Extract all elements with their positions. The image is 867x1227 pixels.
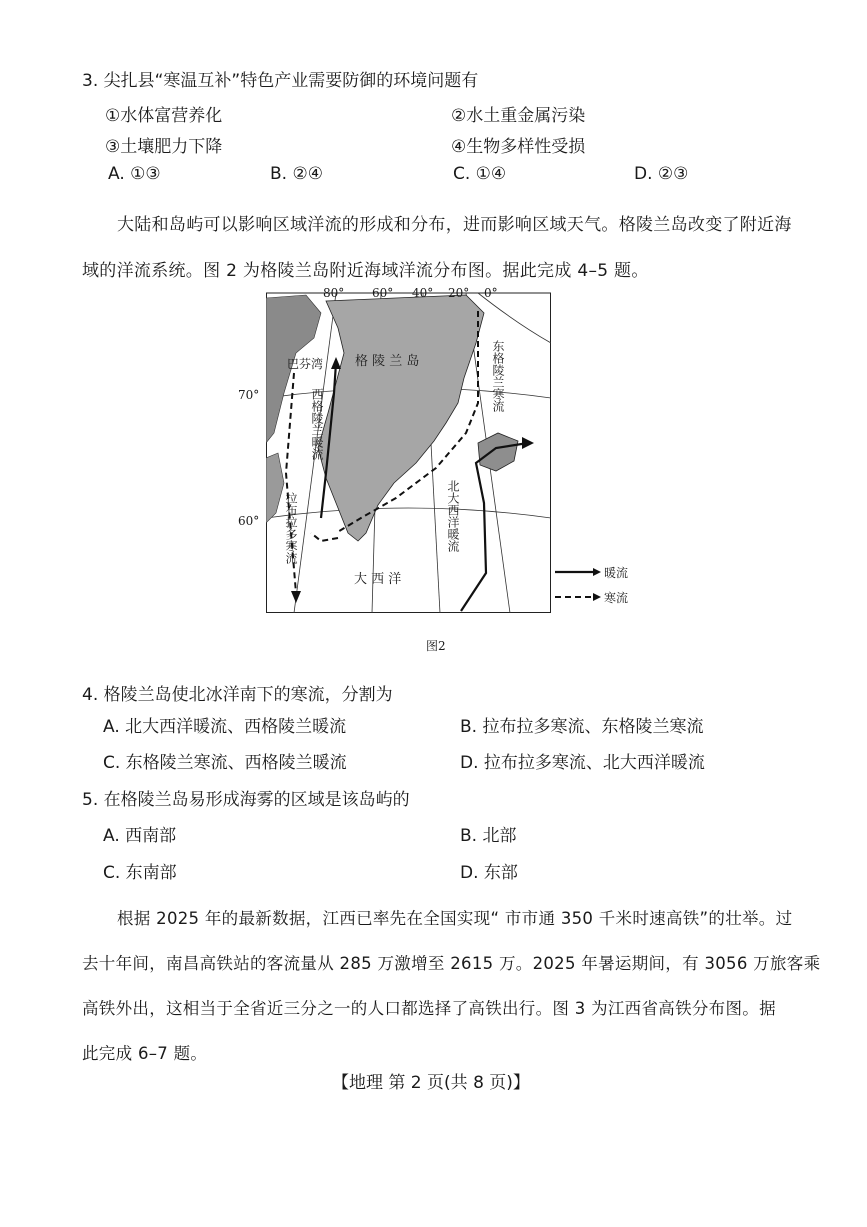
lon-label-40: 40° [412, 286, 434, 300]
q3-item-3: ③土壤肥力下降 [105, 137, 223, 157]
q5-option-a: A. 西南部 [103, 826, 177, 846]
intro2-line2: 去十年间，南昌高铁站的客流量从 285 万激增至 2615 万。2025 年暑运期间，有 3056 万旅客乘 [82, 954, 821, 973]
intro1-line2: 域的洋流系统。图 2 为格陵兰岛附近海域洋流分布图。据此完成 4–5 题。 [82, 261, 649, 281]
q3-stem: 3. 尖扎县“寒温互补”特色产业需要防御的环境问题有 [82, 71, 479, 91]
lon-label-80: 80° [323, 286, 345, 300]
page-footer: 【地理 第 2 页(共 8 页)】 [332, 1073, 530, 1093]
intro2-line1: 根据 2025 年的最新数据，江西已率先在全国实现“ 市市通 350 千米时速高铁”的壮举。过 [117, 909, 793, 928]
q3-item-1: ①水体富营养化 [105, 106, 223, 126]
greenland-current-map [266, 283, 551, 613]
q4-option-d: D. 拉布拉多寒流、北大西洋暖流 [460, 753, 705, 773]
q3-option-c: C. ①④ [453, 164, 507, 184]
west-greenland-current-label: 西格陵兰暖流 [310, 388, 324, 460]
q3-option-d: D. ②③ [634, 164, 689, 184]
figure2-caption: 图2 [426, 639, 446, 653]
q4-option-c: C. 东格陵兰寒流、西格陵兰暖流 [103, 753, 347, 773]
intro1-line1: 大陆和岛屿可以影响区域洋流的形成和分布，进而影响区域天气。格陵兰岛改变了附近海 [117, 215, 792, 235]
lon-label-60: 60° [372, 286, 394, 300]
q5-option-c: C. 东南部 [103, 863, 177, 883]
atlantic-label: 大 西 洋 [354, 572, 402, 587]
lat-label-70: 70° [238, 388, 260, 402]
labrador-current-label: 拉布拉多寒流 [284, 492, 298, 564]
q5-option-b: B. 北部 [460, 826, 517, 846]
q3-option-b: B. ②④ [270, 164, 323, 184]
map-legend-symbols [555, 564, 605, 604]
intro2-line4: 此完成 6–7 题。 [82, 1044, 208, 1063]
baffin-bay-label: 巴芬湾 [287, 357, 324, 371]
lat-label-60: 60° [238, 514, 260, 528]
q5-option-d: D. 东部 [460, 863, 518, 883]
q3-item-2: ②水土重金属污染 [451, 106, 586, 126]
q4-stem: 4. 格陵兰岛使北冰洋南下的寒流，分割为 [82, 685, 393, 705]
q3-item-4: ④生物多样性受损 [451, 137, 586, 157]
q5-stem: 5. 在格陵兰岛易形成海雾的区域是该岛屿的 [82, 790, 410, 810]
lon-label-20: 20° [448, 286, 470, 300]
intro2-line3: 高铁外出，这相当于全省近三分之一的人口都选择了高铁出行。图 3 为江西省高铁分布图。据 [82, 999, 776, 1018]
q4-option-a: A. 北大西洋暖流、西格陵兰暖流 [103, 717, 347, 737]
north-atlantic-current-label: 北大西洋暖流 [446, 480, 460, 552]
lon-label-0: 0° [484, 286, 498, 300]
q4-option-b: B. 拉布拉多寒流、东格陵兰寒流 [460, 717, 704, 737]
greenland-label: 格 陵 兰 岛 [355, 354, 420, 369]
east-greenland-current-label: 东格陵兰寒流 [491, 340, 505, 412]
q3-option-a: A. ①③ [108, 164, 161, 184]
legend-cold-label: 寒流 [604, 591, 629, 605]
legend-warm-label: 暖流 [604, 566, 629, 580]
